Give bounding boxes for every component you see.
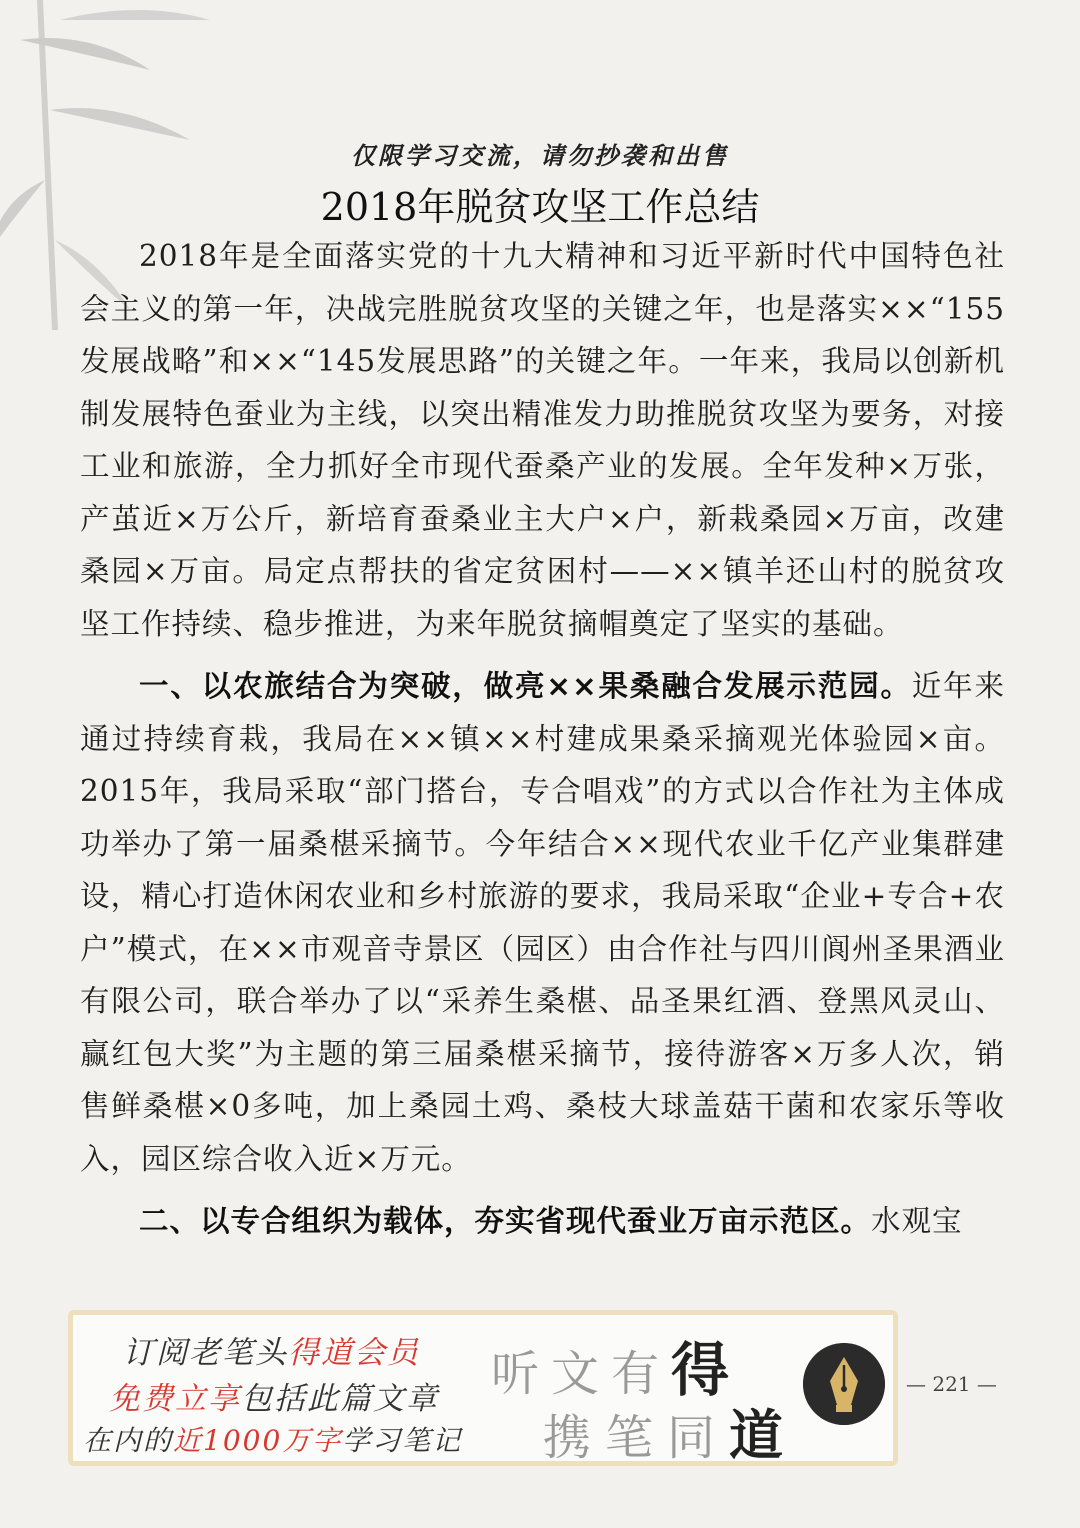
document-body bbox=[80, 230, 1005, 1258]
intro-paragraph: 2018年是全面落实党的十九大精神和习近平新时代中国特色社会主义的第一年，决战完胜脱贫攻坚的关键之年，也是落实××“155发展战略”和××“145发展思路”的关键之年。一年来，我局以创新机制发展特色蚕业为主线，以突出精准发力助推脱贫攻坚为要务，对接工业和旅游，全力抓好全市现代蚕桑产业的发展。全年发种×万张，产茧近×万公斤，新培育蚕桑业主大户×户，新栽桑园×万亩，改建桑园×万亩。局定点帮扶的省定贫困村——××镇羊还山村的脱贫攻坚工作持续、稳步推进，为来年脱贫摘帽奠定了坚实的基础。 bbox=[80, 239, 1005, 641]
promo-line-3 bbox=[83, 1419, 462, 1459]
section-2-paragraph bbox=[80, 1195, 1005, 1248]
usage-notice: 仅限学习交流，请勿抄袭和出售 bbox=[351, 141, 729, 170]
slogan-1-a: 听文有 bbox=[491, 1346, 672, 1402]
section-2-text: 水观宝 bbox=[871, 1204, 963, 1238]
promo-line-1 bbox=[123, 1327, 420, 1372]
section-2-heading: 二、以专合组织为载体，夯实省现代蚕业万亩示范区。 bbox=[139, 1204, 872, 1238]
promo-line-3-b: 近1000万字 bbox=[173, 1424, 343, 1457]
subscription-banner[interactable] bbox=[68, 1310, 898, 1466]
section-1-paragraph bbox=[80, 660, 1005, 1185]
slogan-1-b: 得 bbox=[671, 1336, 742, 1404]
promo-line-2-b: 包括此篇文章 bbox=[241, 1381, 439, 1417]
slogan-2-b: 道 bbox=[729, 1403, 798, 1467]
promo-line-1-a: 订阅老笔头 bbox=[123, 1335, 288, 1371]
section-1-heading: 一、以农旅结合为突破，做亮××果桑融合发展示范园。 bbox=[139, 669, 912, 703]
slogan-2-a: 携笔同 bbox=[543, 1410, 730, 1466]
fountain-pen-logo-icon bbox=[803, 1343, 885, 1425]
promo-line-3-a: 在内的 bbox=[83, 1424, 174, 1457]
promo-line-2-a: 免费立享 bbox=[109, 1381, 241, 1417]
promo-line-2 bbox=[109, 1373, 439, 1418]
section-1-text: 近年来通过持续育栽，我局在××镇××村建成果桑采摘观光体验园×亩。2015年，我局采取“部门搭台，专合唱戏”的方式以合作社为主体成功举办了第一届桑椹采摘节。今年结合××现代农业千亿产业集群建设，精心打造休闲农业和乡村旅游的要求，我局采取“企业+专合+农户”模式，在××市观音寺景区（园区）由合作社与四川阆州圣果酒业有限公司，联合举办了以“采养生桑椹、品圣果红酒、登黑风灵山、赢红包大奖”为主题的第三届桑椹采摘节，接待游客×万多人次，销售鲜桑椹×0多吨，加上桑园土鸡、桑枝大球盖菇干菌和农家乐等收入，园区综合收入近×万元。 bbox=[80, 669, 1005, 1176]
promo-line-1-b: 得道会员 bbox=[288, 1335, 420, 1371]
slogan-line-2 bbox=[543, 1393, 797, 1470]
page-number: — 221 — bbox=[906, 1372, 997, 1396]
promo-line-3-c: 学习笔记 bbox=[342, 1424, 463, 1457]
page-title: 2018年脱贫攻坚工作总结 bbox=[320, 185, 760, 229]
